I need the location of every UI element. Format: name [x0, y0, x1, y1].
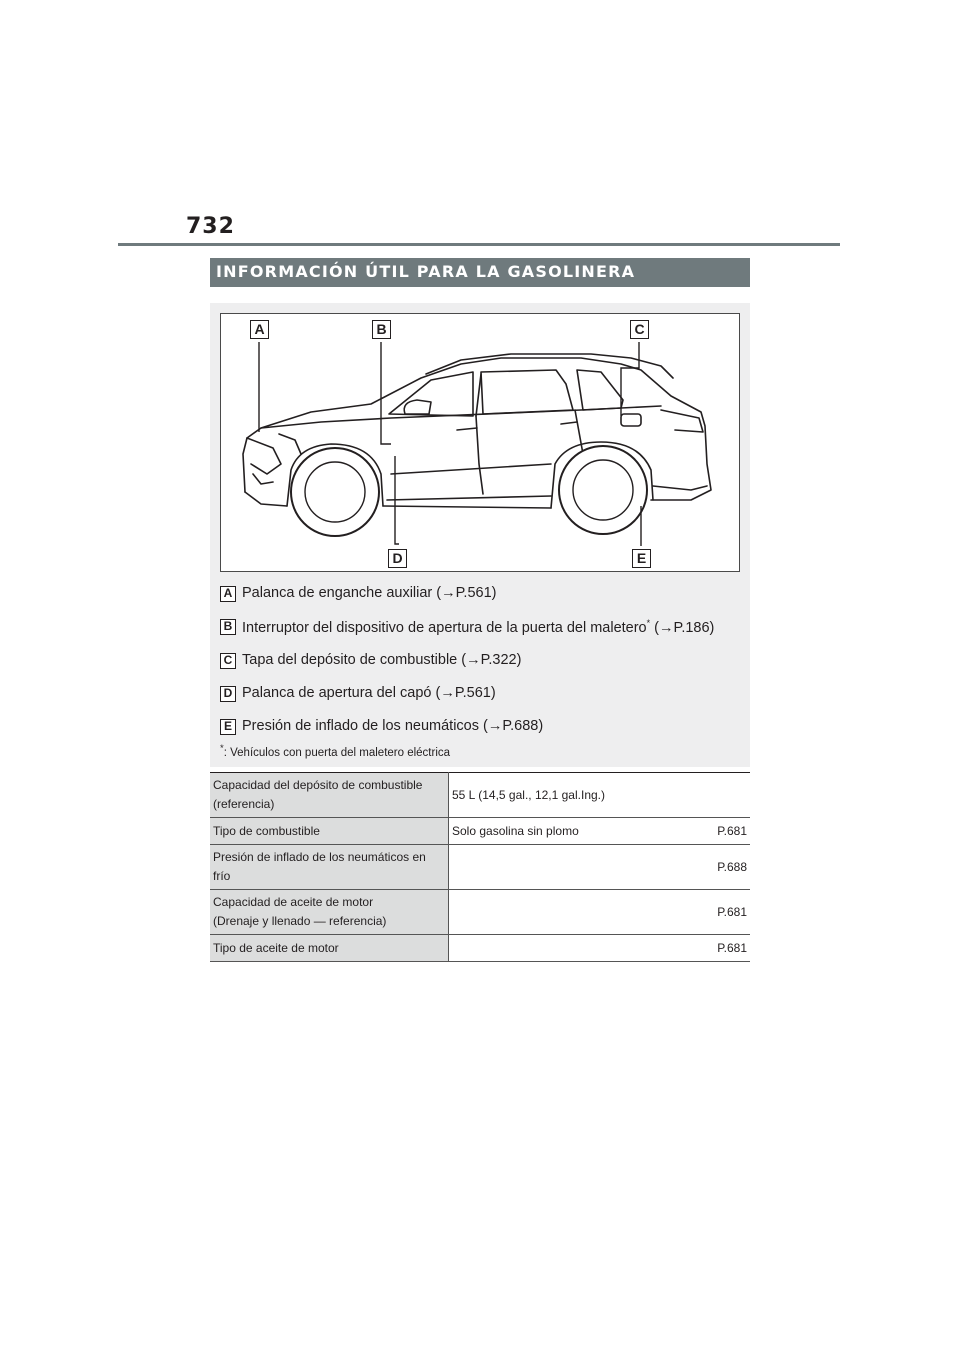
legend-label: Palanca de enganche auxiliar ( — [242, 585, 442, 601]
callout-b: B — [372, 320, 391, 339]
legend-paren: ( — [650, 619, 660, 636]
spec-label: Presión de inflado de los neumáticos en frío — [210, 845, 449, 890]
spec-value — [449, 890, 751, 935]
spec-value — [449, 773, 751, 818]
legend-badge: E — [220, 719, 236, 735]
footnote-mark: * — [646, 618, 651, 628]
arrow-icon: → — [659, 619, 674, 636]
spec-value-text: 55 L (14,5 gal., 12,1 gal.Ing.) — [452, 787, 605, 802]
legend-label: Presión de inflado de los neumáticos ( — [242, 718, 488, 734]
arrow-icon: → — [487, 718, 503, 734]
page-reference[interactable]: P.186) — [673, 619, 715, 636]
legend-label: Interruptor del dispositivo de apertura de la puerta del maletero — [242, 619, 647, 636]
page-reference[interactable]: P.681 — [717, 940, 747, 955]
spec-value — [449, 818, 751, 845]
callout-c: C — [630, 320, 649, 339]
spec-label: Tipo de aceite de motor — [210, 935, 449, 962]
callout-e: E — [632, 549, 651, 568]
page-number: 732 — [186, 214, 235, 239]
legend-text — [242, 652, 521, 668]
fuel-station-spec-table — [210, 772, 750, 962]
footnote-mark: * — [220, 743, 224, 754]
arrow-icon: → — [466, 652, 481, 668]
page-reference[interactable]: P.688) — [502, 718, 544, 734]
legend-text — [242, 618, 714, 636]
table-row — [210, 890, 750, 935]
page-reference[interactable]: P.561) — [455, 585, 497, 601]
legend-text — [242, 685, 496, 701]
legend-badge: A — [220, 586, 236, 602]
footnote-text: : Vehículos con puerta del maletero eléctrica — [223, 746, 451, 759]
table-row — [210, 773, 750, 818]
spec-label: Tipo de combustible — [210, 818, 449, 845]
section-title: INFORMACIÓN ÚTIL PARA LA GASOLINERA — [216, 262, 636, 281]
legend-badge: C — [220, 653, 236, 669]
spec-value-text: Solo gasolina sin plomo — [452, 823, 579, 838]
footnote — [220, 743, 450, 759]
callout-a: A — [250, 320, 269, 339]
suv-side-view-illustration — [221, 314, 739, 571]
arrow-icon: → — [440, 685, 455, 701]
legend-badge: B — [220, 619, 236, 635]
vehicle-diagram — [220, 313, 740, 572]
page-reference[interactable]: P.561) — [454, 685, 496, 701]
callout-d: D — [388, 549, 407, 568]
illustration-panel — [210, 303, 750, 767]
header-rule — [118, 243, 840, 246]
page-reference[interactable]: P.688 — [717, 859, 747, 874]
spec-value — [449, 935, 751, 962]
table-row — [210, 845, 750, 890]
page-reference[interactable]: P.681 — [717, 904, 747, 919]
legend-label: Palanca de apertura del capó ( — [242, 685, 441, 701]
legend-badge: D — [220, 686, 236, 702]
section-header — [210, 258, 750, 287]
table-row — [210, 935, 750, 962]
spec-label: Capacidad de aceite de motor (Drenaje y llenado — referencia) — [210, 890, 449, 935]
table-row — [210, 818, 750, 845]
spec-value — [449, 845, 751, 890]
page-reference[interactable]: P.322) — [480, 652, 522, 668]
spec-label: Capacidad del depósito de combustible (referencia) — [210, 773, 449, 818]
page-reference[interactable]: P.681 — [717, 823, 747, 838]
arrow-icon: → — [441, 585, 456, 601]
legend-label: Tapa del depósito de combustible ( — [242, 652, 467, 668]
legend-text — [242, 585, 496, 601]
legend-text — [242, 718, 543, 734]
